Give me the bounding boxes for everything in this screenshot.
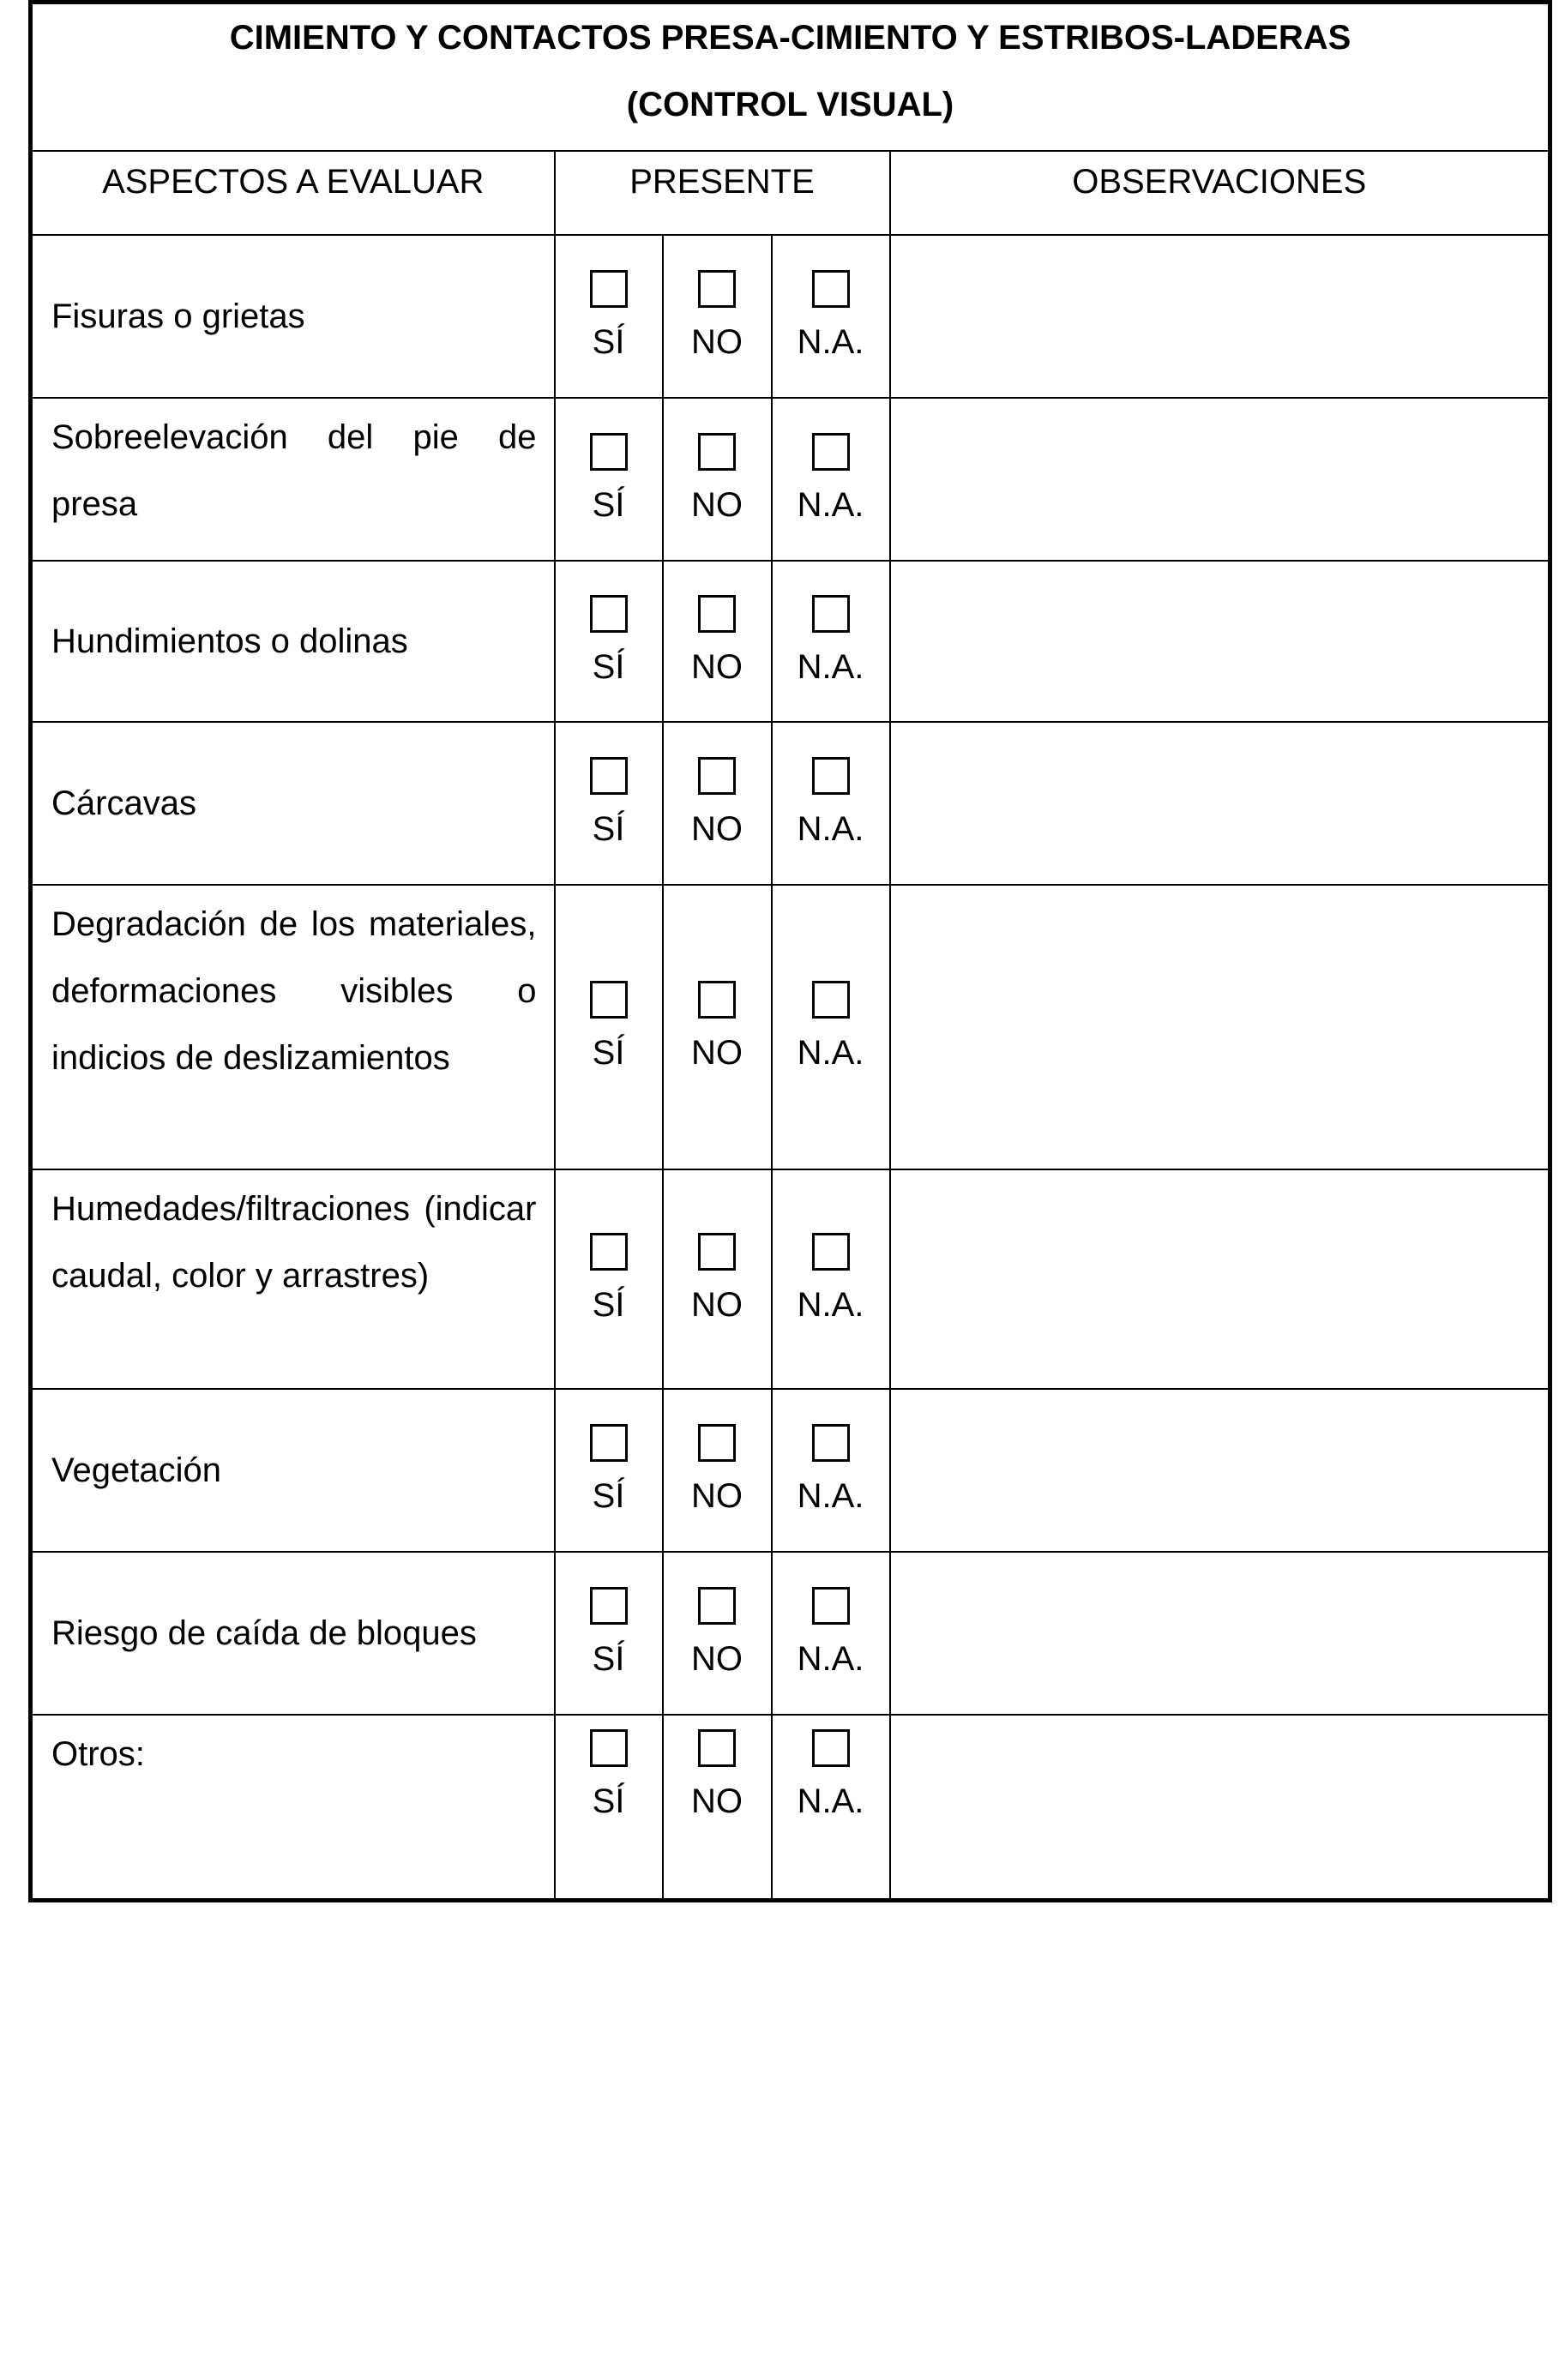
table-row bbox=[31, 235, 1550, 398]
observation-field[interactable] bbox=[890, 1715, 1550, 1900]
option-label-no: NO bbox=[691, 486, 743, 524]
aspect-cell: Cárcavas bbox=[31, 722, 555, 885]
checkbox-si[interactable] bbox=[590, 981, 628, 1019]
option-label-na: N.A. bbox=[797, 810, 864, 848]
option-cell-si bbox=[555, 398, 663, 561]
header-observations: OBSERVACIONES bbox=[890, 151, 1550, 235]
inspection-table bbox=[28, 0, 1552, 1902]
observation-field[interactable] bbox=[890, 235, 1550, 398]
checkbox-na[interactable] bbox=[812, 981, 850, 1019]
option-label-no: NO bbox=[691, 1034, 743, 1072]
option-cell-si bbox=[555, 1169, 663, 1389]
option-cell-na bbox=[772, 885, 890, 1169]
form-title-line2: (CONTROL VISUAL) bbox=[626, 86, 954, 123]
checkbox-si[interactable] bbox=[590, 1424, 628, 1462]
option-cell-na bbox=[772, 1169, 890, 1389]
observation-field[interactable] bbox=[890, 1552, 1550, 1715]
table-row bbox=[31, 398, 1550, 561]
option-cell-si bbox=[555, 1715, 663, 1900]
checkbox-si[interactable] bbox=[590, 270, 628, 308]
checkbox-no[interactable] bbox=[698, 981, 736, 1019]
checkbox-no[interactable] bbox=[698, 595, 736, 633]
form-title-line1: CIMIENTO Y CONTACTOS PRESA-CIMIENTO Y ESTRIBOS-LADERAS bbox=[229, 19, 1351, 57]
option-label-na: N.A. bbox=[797, 648, 864, 686]
table-row bbox=[31, 561, 1550, 722]
checkbox-no[interactable] bbox=[698, 1424, 736, 1462]
checkbox-na[interactable] bbox=[812, 757, 850, 795]
title-row bbox=[31, 3, 1550, 152]
checkbox-si[interactable] bbox=[590, 595, 628, 633]
checkbox-na[interactable] bbox=[812, 595, 850, 633]
option-cell-no bbox=[663, 1389, 772, 1552]
checkbox-si[interactable] bbox=[590, 1729, 628, 1767]
option-label-na: N.A. bbox=[797, 486, 864, 524]
header-present: PRESENTE bbox=[555, 151, 890, 235]
checkbox-si[interactable] bbox=[590, 1233, 628, 1271]
table-row bbox=[31, 1552, 1550, 1715]
option-label-na: N.A. bbox=[797, 1034, 864, 1072]
aspect-cell: Humedades/filtraciones (indicar caudal, color y arrastres) bbox=[31, 1169, 555, 1389]
option-cell-no bbox=[663, 1715, 772, 1900]
table-row bbox=[31, 885, 1550, 1169]
option-label-si: SÍ bbox=[592, 323, 625, 361]
checkbox-na[interactable] bbox=[812, 270, 850, 308]
option-label-no: NO bbox=[691, 648, 743, 686]
aspect-cell: Degradación de los materiales, deformaciones visibles o indicios de deslizamientos bbox=[31, 885, 555, 1169]
checkbox-na[interactable] bbox=[812, 433, 850, 471]
option-label-si: SÍ bbox=[592, 1640, 625, 1678]
option-cell-no bbox=[663, 398, 772, 561]
checkbox-si[interactable] bbox=[590, 757, 628, 795]
option-label-no: NO bbox=[691, 1477, 743, 1515]
header-aspects: ASPECTOS A EVALUAR bbox=[31, 151, 555, 235]
option-label-na: N.A. bbox=[797, 1640, 864, 1678]
option-label-si: SÍ bbox=[592, 1782, 625, 1820]
observation-field[interactable] bbox=[890, 1389, 1550, 1552]
option-cell-si bbox=[555, 722, 663, 885]
option-cell-no bbox=[663, 722, 772, 885]
option-label-si: SÍ bbox=[592, 1286, 625, 1324]
option-cell-no bbox=[663, 1552, 772, 1715]
checkbox-na[interactable] bbox=[812, 1729, 850, 1767]
table-row bbox=[31, 722, 1550, 885]
observation-field[interactable] bbox=[890, 722, 1550, 885]
table-body bbox=[31, 235, 1550, 1900]
form-title bbox=[31, 3, 1550, 152]
aspect-cell: Otros: bbox=[31, 1715, 555, 1900]
observation-field[interactable] bbox=[890, 885, 1550, 1169]
option-label-si: SÍ bbox=[592, 1477, 625, 1515]
checkbox-na[interactable] bbox=[812, 1233, 850, 1271]
option-cell-no bbox=[663, 885, 772, 1169]
option-cell-si bbox=[555, 1552, 663, 1715]
checkbox-na[interactable] bbox=[812, 1587, 850, 1625]
option-label-no: NO bbox=[691, 1782, 743, 1820]
option-cell-na bbox=[772, 561, 890, 722]
aspect-cell: Hundimientos o dolinas bbox=[31, 561, 555, 722]
checkbox-no[interactable] bbox=[698, 433, 736, 471]
aspect-cell: Vegetación bbox=[31, 1389, 555, 1552]
header-row bbox=[31, 151, 1550, 235]
checkbox-no[interactable] bbox=[698, 1233, 736, 1271]
option-cell-na bbox=[772, 1389, 890, 1552]
table-row bbox=[31, 1169, 1550, 1389]
option-label-na: N.A. bbox=[797, 1477, 864, 1515]
option-label-na: N.A. bbox=[797, 1286, 864, 1324]
option-label-si: SÍ bbox=[592, 1034, 625, 1072]
checkbox-si[interactable] bbox=[590, 433, 628, 471]
observation-field[interactable] bbox=[890, 1169, 1550, 1389]
option-label-no: NO bbox=[691, 1640, 743, 1678]
option-cell-na bbox=[772, 235, 890, 398]
option-label-no: NO bbox=[691, 810, 743, 848]
option-label-no: NO bbox=[691, 323, 743, 361]
option-cell-na bbox=[772, 722, 890, 885]
option-cell-no bbox=[663, 561, 772, 722]
option-cell-no bbox=[663, 1169, 772, 1389]
checkbox-no[interactable] bbox=[698, 270, 736, 308]
aspect-cell: Riesgo de caída de bloques bbox=[31, 1552, 555, 1715]
checkbox-no[interactable] bbox=[698, 1729, 736, 1767]
option-cell-si bbox=[555, 1389, 663, 1552]
option-cell-si bbox=[555, 235, 663, 398]
table-row bbox=[31, 1715, 1550, 1900]
option-cell-no bbox=[663, 235, 772, 398]
observation-field[interactable] bbox=[890, 561, 1550, 722]
option-cell-na bbox=[772, 1715, 890, 1900]
observation-field[interactable] bbox=[890, 398, 1550, 561]
option-label-si: SÍ bbox=[592, 810, 625, 848]
option-cell-na bbox=[772, 398, 890, 561]
option-cell-si bbox=[555, 561, 663, 722]
option-label-na: N.A. bbox=[797, 323, 864, 361]
option-cell-na bbox=[772, 1552, 890, 1715]
checkbox-no[interactable] bbox=[698, 1587, 736, 1625]
aspect-cell: Fisuras o grietas bbox=[31, 235, 555, 398]
checkbox-na[interactable] bbox=[812, 1424, 850, 1462]
table-row bbox=[31, 1389, 1550, 1552]
option-label-na: N.A. bbox=[797, 1782, 864, 1820]
aspect-cell: Sobreelevación del pie de presa bbox=[31, 398, 555, 561]
checkbox-no[interactable] bbox=[698, 757, 736, 795]
option-cell-si bbox=[555, 885, 663, 1169]
option-label-si: SÍ bbox=[592, 648, 625, 686]
option-label-si: SÍ bbox=[592, 486, 625, 524]
option-label-no: NO bbox=[691, 1286, 743, 1324]
checkbox-si[interactable] bbox=[590, 1587, 628, 1625]
